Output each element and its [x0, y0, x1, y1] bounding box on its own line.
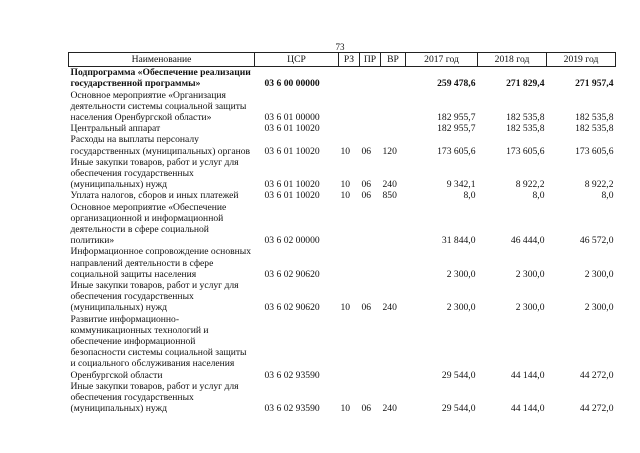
- column-header-csr: ЦСР: [255, 53, 339, 67]
- table-body: [69, 67, 616, 415]
- column-header-pr: ПР: [360, 53, 381, 67]
- cell-csr: 03 6 01 10020: [264, 179, 320, 191]
- cell-csr: 03 6 01 10020: [264, 123, 320, 135]
- cell-y2018: 8,0: [532, 190, 545, 202]
- cell-y2019: 2 300,0: [584, 268, 614, 280]
- cell-vr: 120: [382, 145, 397, 157]
- cell-vr: [381, 314, 406, 381]
- cell-name: Подпрограмма «Обеспечение реализации государственной программы»: [70, 67, 251, 90]
- cell-y2019: 8 922,2: [584, 179, 614, 191]
- cell-y2017: 259 478,6: [437, 78, 476, 90]
- cell-csr: 03 6 02 93590: [264, 403, 320, 415]
- cell-csr: 03 6 00 00000: [264, 78, 320, 90]
- page-number: 73: [335, 42, 345, 52]
- cell-vr: 240: [382, 302, 397, 314]
- cell-y2018: 44 144,0: [510, 369, 545, 381]
- cell-y2017: 182 955,7: [437, 123, 476, 135]
- cell-name: Центральный аппарат: [70, 123, 161, 135]
- budget-table: [68, 52, 616, 415]
- column-header-name: Наименование: [69, 53, 255, 67]
- cell-pr: 06: [361, 190, 372, 202]
- table-row: [69, 280, 616, 314]
- cell-y2019: 2 300,0: [584, 302, 614, 314]
- cell-y2019: 8,0: [601, 190, 614, 202]
- cell-pr: [360, 246, 381, 280]
- cell-vr: [381, 202, 406, 247]
- cell-pr: [360, 90, 381, 124]
- cell-pr: [360, 314, 381, 381]
- cell-pr: 06: [361, 302, 372, 314]
- cell-y2017: 182 955,7: [437, 112, 476, 124]
- table-row: [69, 314, 616, 381]
- cell-y2017: 29 544,0: [441, 369, 476, 381]
- cell-name: Информационное сопровождение основных направлений деятельности в сфере социальной защиты населения: [70, 246, 252, 280]
- cell-pr: 06: [361, 403, 372, 415]
- cell-y2019: 182 535,8: [575, 123, 614, 135]
- cell-csr: 03 6 02 90620: [264, 302, 320, 314]
- cell-pr: [360, 202, 381, 247]
- cell-rz: 10: [340, 145, 351, 157]
- column-header-2017: 2017 год: [406, 53, 478, 67]
- column-header-2018: 2018 год: [478, 53, 547, 67]
- cell-pr: 06: [361, 179, 372, 191]
- cell-name: Основное мероприятие «Организация деятельности системы социальной защиты населения Оренбургской области»: [70, 89, 247, 124]
- cell-rz: 10: [340, 190, 351, 202]
- cell-rz: 10: [340, 403, 351, 415]
- cell-name: Уплата налогов, сборов и иных платежей: [70, 190, 239, 202]
- cell-y2019: 44 272,0: [579, 403, 614, 415]
- cell-y2017: 9 342,1: [446, 179, 476, 191]
- table-row: [69, 190, 616, 201]
- cell-csr: 03 6 01 10020: [264, 145, 320, 157]
- cell-name: Иные закупки товаров, работ и услуг для обеспечения государственных (муниципальных) нужд: [70, 280, 239, 314]
- cell-vr: 240: [382, 403, 397, 415]
- cell-name: Иные закупки товаров, работ и услуг для обеспечения государственных (муниципальных) нужд: [70, 380, 239, 415]
- cell-y2017: 8,0: [463, 190, 476, 202]
- cell-vr: 850: [382, 190, 397, 202]
- cell-vr: [381, 67, 406, 90]
- cell-y2018: 271 829,4: [506, 78, 545, 90]
- table-row: [69, 246, 616, 280]
- cell-csr: 03 6 02 93590: [264, 369, 320, 381]
- table-row: [69, 134, 616, 156]
- cell-rz: [339, 246, 360, 280]
- cell-y2017: 173 605,6: [437, 145, 476, 157]
- cell-y2017: 2 300,0: [446, 268, 476, 280]
- cell-csr: 03 6 02 90620: [264, 268, 320, 280]
- cell-y2019: 44 272,0: [579, 369, 614, 381]
- cell-rz: [339, 314, 360, 381]
- column-header-vr: ВР: [381, 53, 406, 67]
- table-row: [69, 381, 616, 415]
- cell-pr: 06: [361, 145, 372, 157]
- cell-y2018: 2 300,0: [515, 268, 545, 280]
- column-header-rz: РЗ: [339, 53, 360, 67]
- cell-vr: [381, 123, 406, 134]
- cell-csr: 03 6 01 10020: [264, 190, 320, 202]
- cell-y2017: 29 544,0: [441, 403, 476, 415]
- column-header-2019: 2019 год: [547, 53, 616, 67]
- table-row: [69, 202, 616, 247]
- cell-name: Расходы на выплаты персоналу государственных (муниципальных) органов: [70, 134, 251, 157]
- cell-rz: [339, 123, 360, 134]
- cell-rz: 10: [340, 179, 351, 191]
- cell-vr: [381, 90, 406, 124]
- cell-pr: [360, 123, 381, 134]
- cell-y2018: 182 535,8: [506, 112, 545, 124]
- cell-y2018: 44 144,0: [510, 403, 545, 415]
- cell-y2018: 2 300,0: [515, 302, 545, 314]
- table-row: [69, 123, 616, 134]
- cell-vr: 240: [382, 179, 397, 191]
- cell-name: Иные закупки товаров, работ и услуг для обеспечения государственных (муниципальных) нужд: [70, 156, 239, 191]
- cell-y2019: 182 535,8: [575, 112, 614, 124]
- cell-y2018: 46 444,0: [510, 235, 545, 247]
- cell-y2019: 46 572,0: [579, 235, 614, 247]
- cell-csr: 03 6 01 00000: [264, 112, 320, 124]
- table-row: [69, 67, 616, 90]
- cell-vr: [381, 246, 406, 280]
- table-header-row: [69, 53, 616, 67]
- cell-pr: [360, 67, 381, 90]
- cell-rz: [339, 90, 360, 124]
- table-row: [69, 157, 616, 191]
- cell-y2019: 271 957,4: [575, 78, 614, 90]
- cell-rz: 10: [340, 302, 351, 314]
- cell-y2019: 173 605,6: [575, 145, 614, 157]
- cell-name: Развитие информационно-коммуникационных технологий и обеспечение информационной безопасности системы социальной защиты и социального обслуживания населения Оренбургской области: [70, 313, 247, 381]
- cell-y2017: 2 300,0: [446, 302, 476, 314]
- cell-y2018: 182 535,8: [506, 123, 545, 135]
- cell-y2018: 8 922,2: [515, 179, 545, 191]
- cell-y2017: 31 844,0: [441, 235, 476, 247]
- cell-rz: [339, 67, 360, 90]
- cell-rz: [339, 202, 360, 247]
- cell-y2018: 173 605,6: [506, 145, 545, 157]
- table-row: [69, 90, 616, 124]
- cell-name: Основное мероприятие «Обеспечение организационной и информационной деятельности в сфере социальной политики»: [70, 201, 227, 247]
- cell-csr: 03 6 02 00000: [264, 235, 320, 247]
